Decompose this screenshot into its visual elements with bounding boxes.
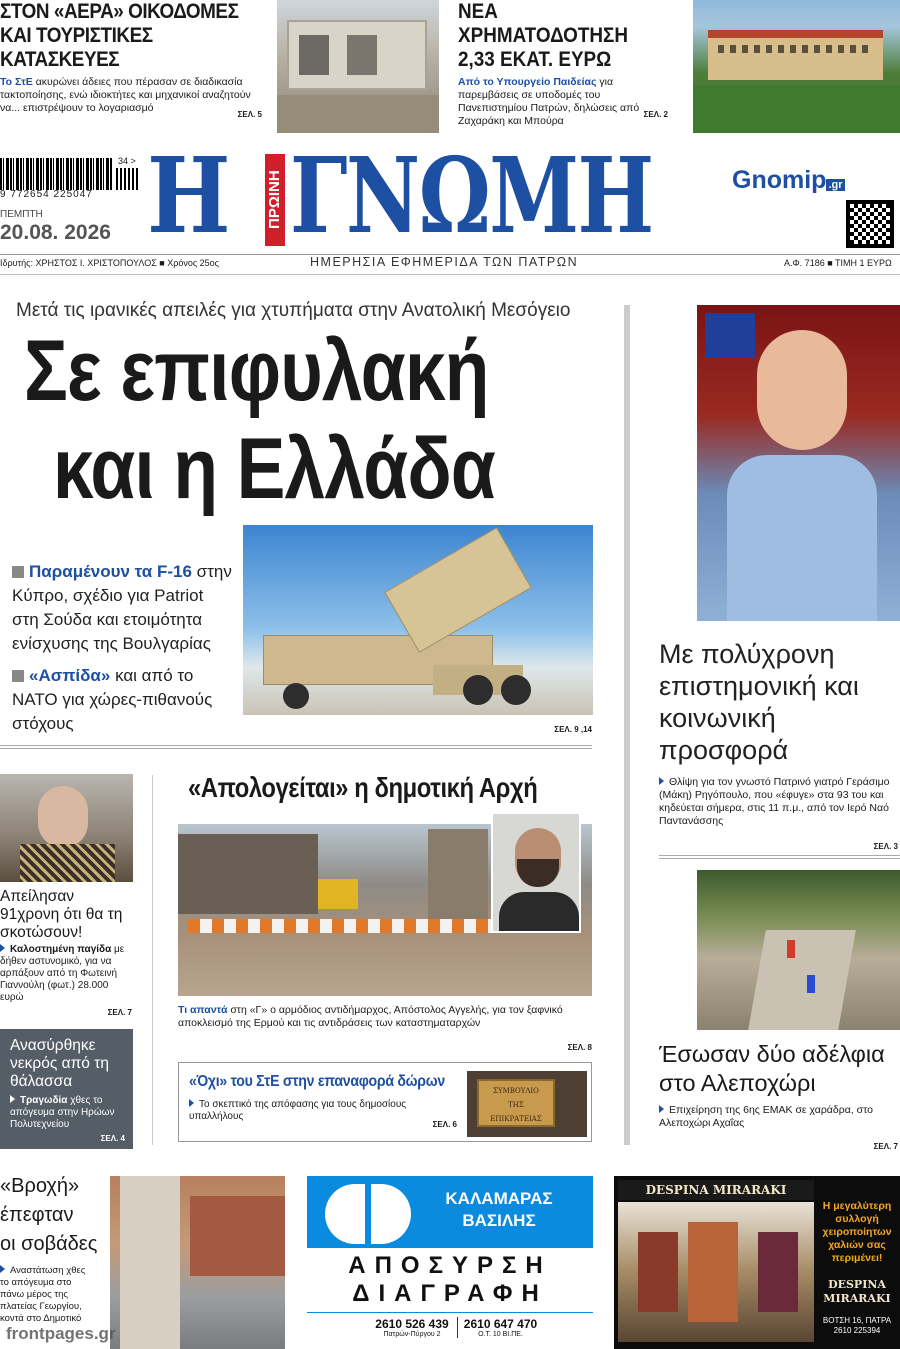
title-line: 2,33 ΕΚΑΤ. ΕΥΡΩ <box>458 48 612 71</box>
web-tld: .gr <box>828 179 843 191</box>
drowned-title: Ανασύρθηκε νεκρός από τη θάλασσα <box>10 1037 109 1090</box>
lead: Το ΣτΕ <box>0 76 33 88</box>
title-line: έπεφταν <box>0 1204 74 1226</box>
rescue-text <box>659 1104 900 1130</box>
barcode-addon <box>116 168 138 190</box>
address: Ο.Τ. 10 ΒΙ.ΠΕ. <box>478 1331 523 1338</box>
masthead-rule-bottom <box>0 274 900 275</box>
rain-text <box>0 1265 95 1325</box>
logo-proini: ΠΡΩΙΝΗ <box>265 154 285 246</box>
obit-text <box>659 776 900 828</box>
arrow-icon <box>659 1105 664 1113</box>
lead: Από το Υπουργείο Παιδείας <box>458 76 597 88</box>
patriot-missile-photo <box>243 525 593 715</box>
body: ακυρώνει άδειες που πέρασαν σε διαδικασία τακτοποίησης, ενώ ιδιοκτήτες και μηχανικοί αναζητούν να... επιστρέψουν το λογαριασμό <box>0 76 251 114</box>
ad-kalamaras-name <box>419 1188 579 1232</box>
drowned-box[interactable] <box>0 1029 133 1149</box>
body: Το σκεπτικό της απόφασης για τους δημοσίους υπαλλήλους <box>189 1099 407 1122</box>
barcode <box>0 158 112 190</box>
body: για παρεμβάσεις σε υποδομές του Πανεπιστημίου Πατρών, δηλώσεις από Ζαχαράκη και Μπούρα <box>458 76 640 127</box>
bullet-nato <box>12 664 234 736</box>
ad-kalamaras[interactable] <box>307 1176 593 1344</box>
phone: 2610 647 470 <box>463 1317 538 1331</box>
bullet-f16 <box>12 560 234 656</box>
title-line: οι σοβάδες <box>0 1233 98 1255</box>
title-line: ΣΤΟΝ «ΑΕΡΑ» ΟΙΚΟΔΟΜΕΣ <box>0 0 239 23</box>
threat-text <box>0 944 133 1004</box>
lead: Τι απαντά <box>178 1004 228 1016</box>
title-line: ΝΕΑ ΧΡΗΜΑΤΟΔΟΤΗΣΗ <box>458 0 629 47</box>
page-ref: ΣΕΛ. 5 <box>237 110 262 119</box>
body: χθες το απόγευμα στην Ηρώων Πολυτεχνείου <box>10 1095 115 1130</box>
barcode-number: 9 772654 225047 <box>0 189 93 200</box>
gorge-rescue-photo <box>697 870 900 1030</box>
service-line: ΔΙΑΓΡΑΦΗ <box>352 1280 548 1307</box>
top-right-text <box>458 76 672 128</box>
title: «Όχι» του ΣτΕ στην επαναφορά δώρων <box>189 1073 445 1090</box>
paper-subtitle: ΗΜΕΡΗΣΙΑ ΕΦΗΜΕΡΙΔΑ ΤΩΝ ΠΑΤΡΩΝ <box>310 255 579 269</box>
ad-despina-contact <box>817 1316 897 1336</box>
top-left-title <box>0 0 241 72</box>
lead: Τραγωδία <box>20 1095 68 1106</box>
web-name: Gnomip <box>732 166 827 194</box>
rain-title[interactable] <box>0 1172 110 1259</box>
logo-h: Η <box>147 134 231 257</box>
page-ref: ΣΕΛ. 7 <box>873 1142 898 1151</box>
page-ref: ΣΕΛ. 7 <box>107 1008 132 1017</box>
column-rule <box>624 305 630 1145</box>
phone: 2610 526 439 <box>375 1317 449 1331</box>
obit-title[interactable]: Με πολύχρονη επιστημονική και κοινωνική προσφορά <box>659 639 859 765</box>
drowned-text <box>10 1095 123 1131</box>
headline-line: Σε επιφυλακή <box>24 323 489 419</box>
headline-line: και η Ελλάδα <box>52 421 495 517</box>
deputy-mayor-portrait <box>491 812 581 933</box>
watermark: frontpages.gr <box>6 1324 116 1343</box>
page-ref: ΣΕΛ. 3 <box>873 842 898 851</box>
phone: 2610 225394 <box>833 1326 881 1335</box>
bullet-body: στην Κύπρο, σχέδιο για Patriot στη Σούδα και ετοιμότητα ενίσχυσης της Βουλγαρίας <box>12 562 232 653</box>
main-bullets <box>12 560 234 736</box>
issue-date: 20.08. 2026 <box>0 221 111 244</box>
arrow-icon <box>0 944 5 952</box>
page-ref: ΣΕΛ. 2 <box>643 110 668 119</box>
brand-line: MIRARAKI <box>823 1292 891 1305</box>
elderly-woman-photo <box>0 774 133 882</box>
ad-despina-slogan: Η μεγαλύτερη συλλογή χειροποίητων χαλιών σας περιμένει! <box>822 1200 892 1264</box>
main-kicker: Μετά τις ιρανικές απειλές για χτυπήματα στην Ανατολική Μεσόγειο <box>16 300 571 321</box>
apology-title[interactable]: «Απολογείται» η δημοτική Αρχή <box>188 772 538 803</box>
university-photo <box>693 0 900 133</box>
doctor-portrait-photo <box>697 305 900 621</box>
sign-line: ΕΠΙΚΡΑΤΕΙΑΣ <box>490 1115 542 1123</box>
section-rule <box>659 855 900 859</box>
threat-title[interactable]: Απείλησαν 91χρονη ότι θα τη σκοτώσουν! <box>0 888 123 941</box>
top-left-text <box>0 76 268 115</box>
sign-line: ΤΗΣ <box>508 1101 524 1109</box>
column-rule-left <box>152 775 153 1145</box>
apology-text <box>178 1004 592 1030</box>
carpet-shop-photo <box>618 1202 814 1342</box>
bullet-lead: Παραμένουν τα F-16 <box>29 562 192 581</box>
arrow-icon <box>189 1099 194 1107</box>
ad-despina-brand2 <box>817 1278 897 1306</box>
logo <box>147 134 767 257</box>
ad-kalamaras-services <box>307 1248 593 1312</box>
web-logo <box>732 166 845 195</box>
logo-gnomi: ΓΝΩΜΗ <box>290 134 653 257</box>
brand-line: DESPINA <box>828 1278 886 1291</box>
founder-line: Ιδρυτής: ΧΡΗΣΤΟΣ Ι. ΧΡΙΣΤΟΠΟΥΛΟΣ ■ Χρόνος 25ος <box>0 258 220 268</box>
lead: Καλοστημένη παγίδα <box>10 944 112 955</box>
top-right-title <box>458 0 651 72</box>
service-line: ΑΠΟΣΥΡΣΗ <box>348 1252 552 1279</box>
body: στη «Γ» ο αρμόδιος αντιδήμαρχος, Απόστολος Αγγελής, για τον ξαφνικό αποκλεισμό της Ερμού και τις αντιδράσεις των καταστηματαρχών <box>178 1004 563 1029</box>
price-line: Α.Φ. 7186 ■ ΤΙΜΗ 1 ΕΥΡΩ <box>784 258 892 268</box>
ad-kalamaras-contacts <box>307 1313 593 1344</box>
body: με δήθεν αστυνομικό, για να αρπάξουν από τη Φωτεινή Γιαννούλη (φωτ.) 28.000 ευρώ <box>0 944 125 1003</box>
body: Επιχείρηση της 6ης ΕΜΑΚ σε χαράδρα, στο Αλεποχώρι Αχαΐας <box>659 1104 873 1129</box>
page-ref: ΣΕΛ. 6 <box>432 1120 457 1129</box>
gifts-title <box>189 1073 445 1091</box>
name-line: ΒΑΣΙΛΗΣ <box>462 1211 536 1230</box>
section-rule <box>0 745 592 749</box>
bullet-square-icon <box>12 566 24 578</box>
rescue-title[interactable]: Έσωσαν δύο αδέλφια στο Αλεποχώρι <box>659 1041 885 1096</box>
ad-despina[interactable] <box>614 1176 900 1349</box>
address: ΒΟΤΣΗ 16, ΠΑΤΡΑ <box>822 1316 892 1325</box>
page-ref: ΣΕΛ. 4 <box>100 1134 125 1143</box>
eu-flag <box>705 313 755 358</box>
sign-line: ΣΥΜΒΟΥΛΙΟ <box>493 1087 539 1095</box>
ad-despina-brand: DESPINA MIRARAKI <box>618 1180 814 1200</box>
issue-day: ΠΕΜΠΤΗ <box>0 209 43 220</box>
arrow-icon <box>10 1095 15 1103</box>
issue-code: 34 > <box>118 156 136 166</box>
construction-photo <box>277 0 439 133</box>
main-headline[interactable] <box>24 322 495 518</box>
page-ref: ΣΕΛ. 8 <box>567 1043 592 1052</box>
top-right-story[interactable] <box>458 0 672 125</box>
address: Πατρών-Πύργου 2 <box>383 1331 441 1338</box>
body: Θλίψη για τον γνωστό Πατρινό γιατρό Γεράσιμο (Μάκη) Ρηγόπουλο, που «έφυγε» στα 93 του και κηδεύεται σήμερα, στις 11 π.μ., από τον Ιερό Ναό Παντανάσσης <box>659 776 890 827</box>
arrow-icon <box>659 777 664 785</box>
page-ref: ΣΕΛ. 9 ,14 <box>554 725 592 734</box>
name-line: ΚΑΛΑΜΑΡΑΣ <box>445 1189 553 1208</box>
bullet-square-icon <box>12 670 24 682</box>
bullet-body: και από το ΝΑΤΟ για χώρες-πιθανούς στόχους <box>12 666 213 733</box>
bullet-lead: «Ασπίδα» <box>29 666 111 685</box>
title-line: ΚΑΙ ΤΟΥΡΙΣΤΙΚΕΣ ΚΑΤΑΣΚΕΥΕΣ <box>0 24 153 71</box>
qr-code-icon <box>846 200 894 248</box>
body: Αναστάτωση χθες το απόγευμα στο πάνω μέρος της πλατείας Γεωργίου, κοντά στο Δημοτικό <box>0 1265 86 1324</box>
plaster-damage-photo <box>110 1176 285 1349</box>
council-sign-photo <box>467 1071 587 1137</box>
title-line: «Βροχή» <box>0 1175 80 1197</box>
gifts-box[interactable] <box>178 1062 592 1142</box>
arrow-icon <box>0 1265 5 1273</box>
top-left-story[interactable] <box>0 0 268 125</box>
kalamaras-logo-icon <box>325 1184 415 1244</box>
